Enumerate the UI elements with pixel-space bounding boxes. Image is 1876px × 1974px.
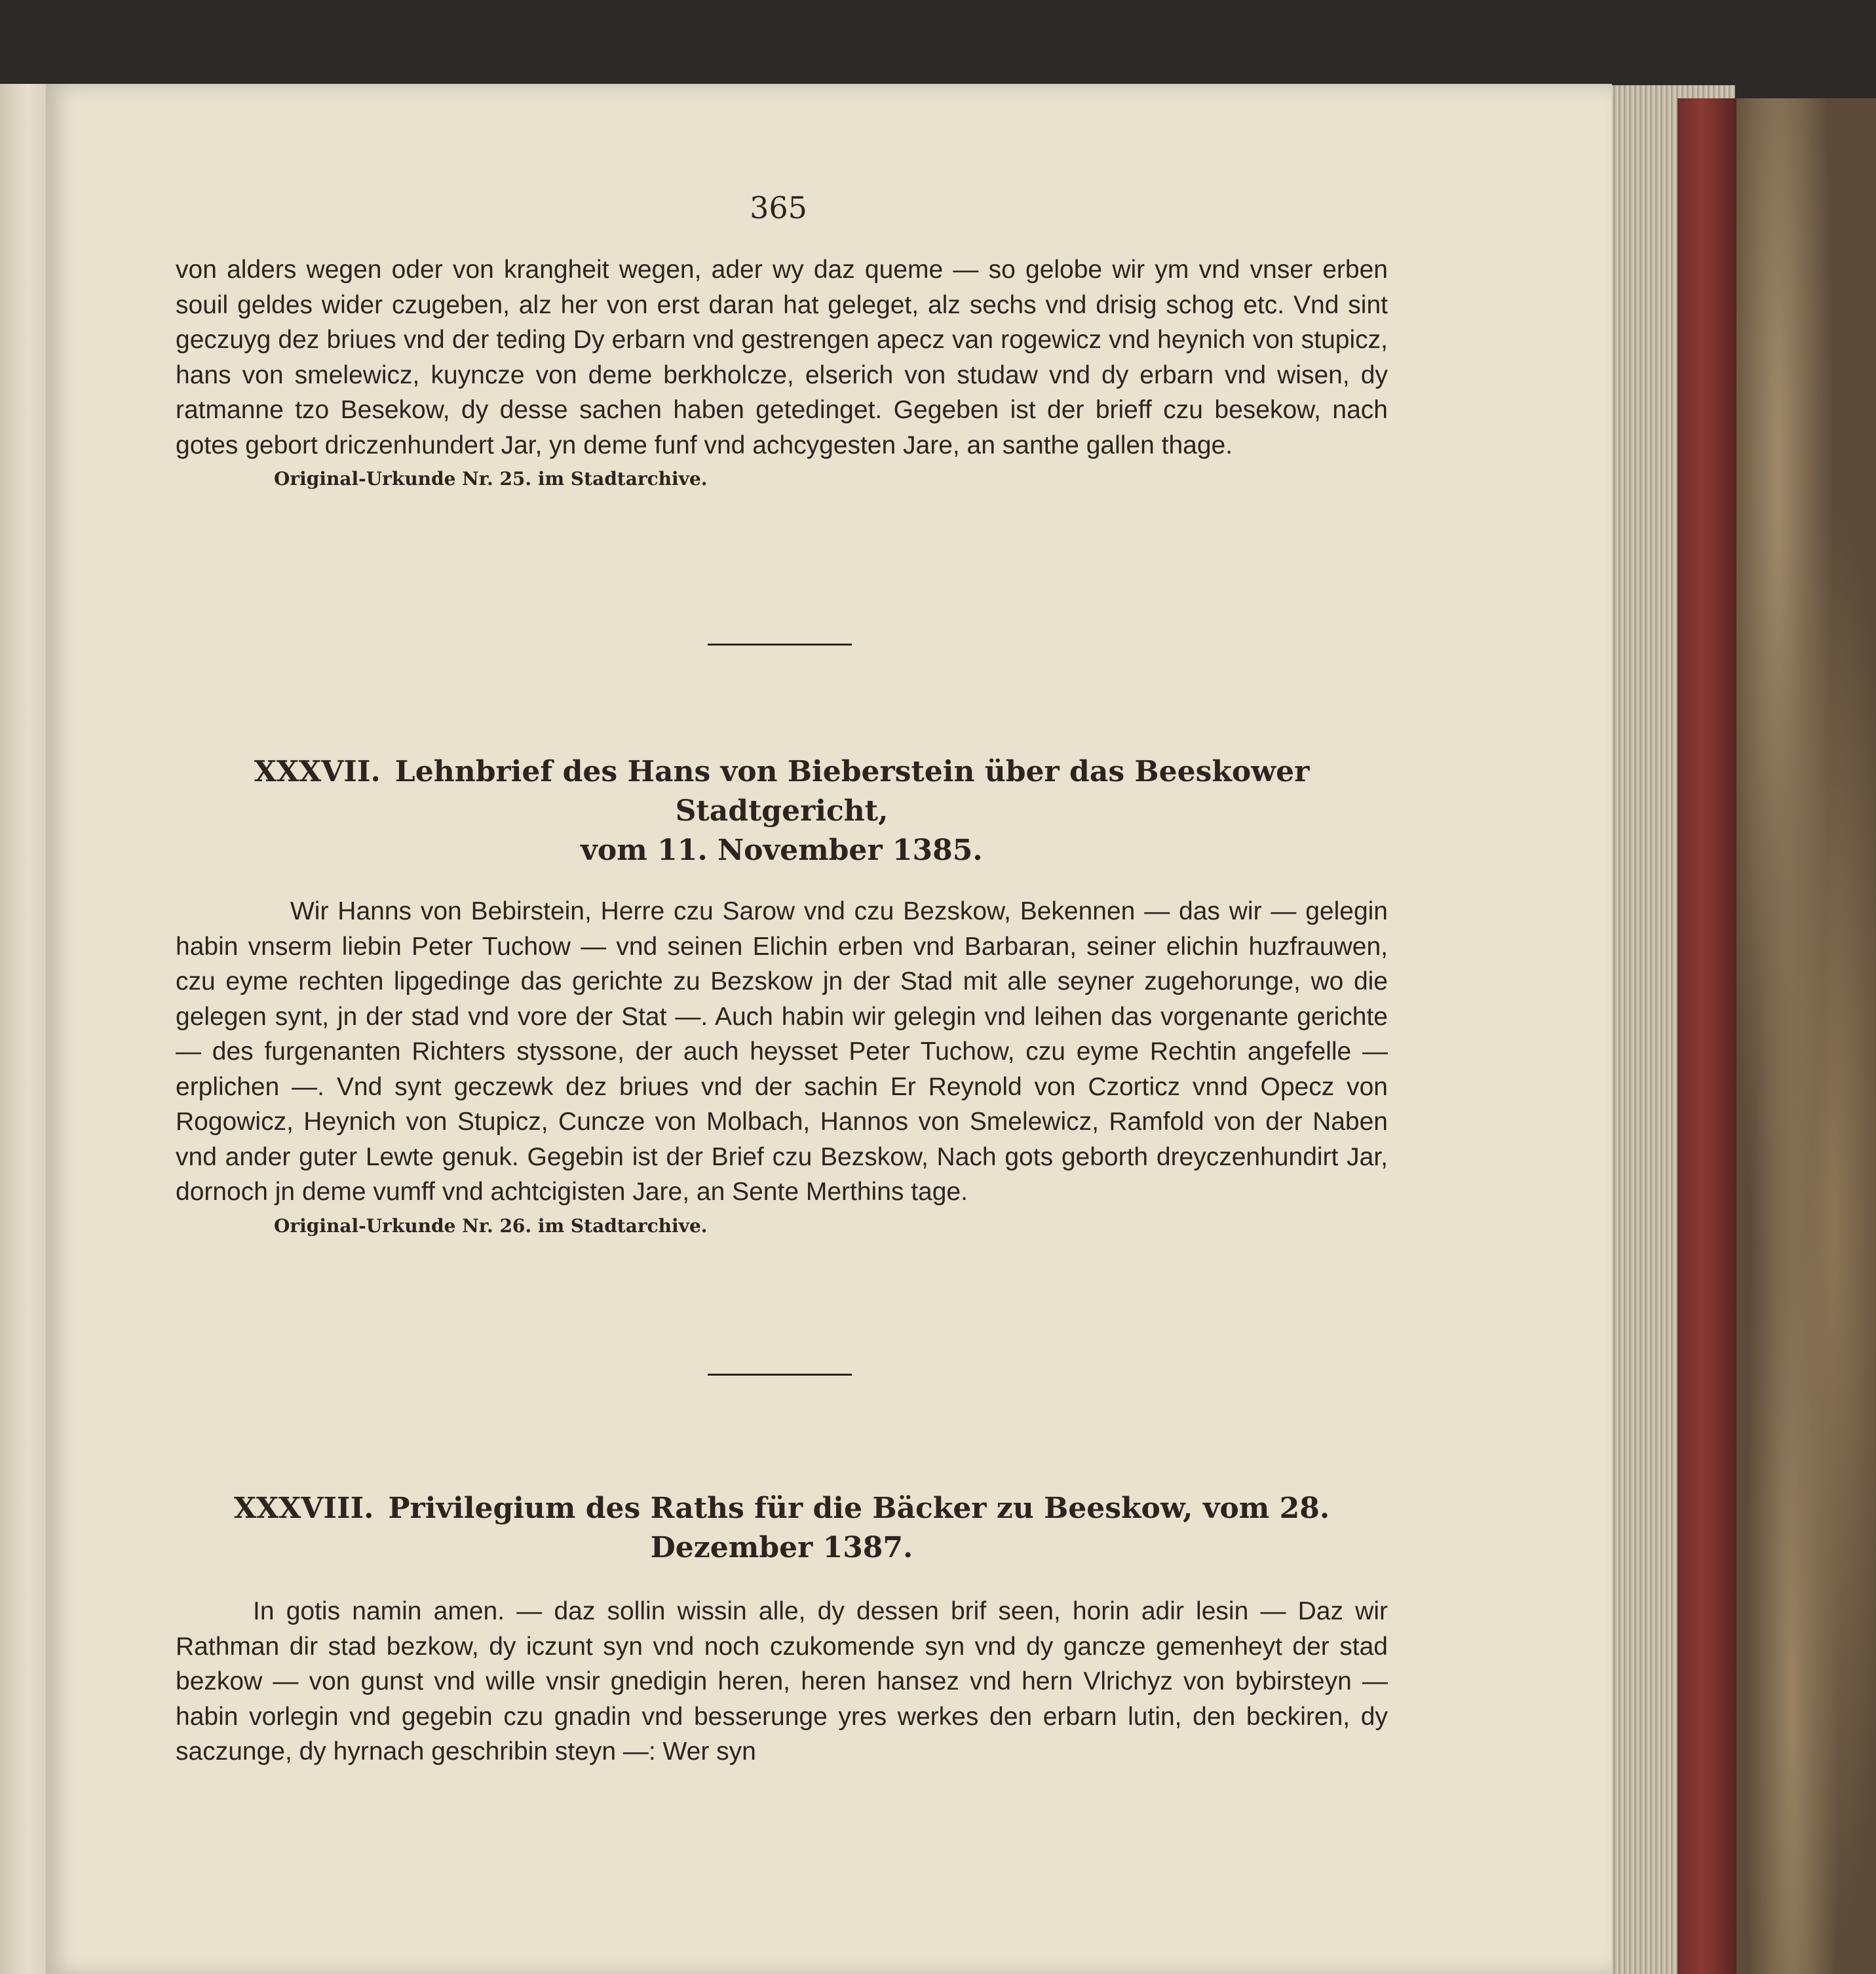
previous-document bbox=[176, 252, 1388, 490]
section-divider bbox=[708, 1374, 852, 1376]
book-binding bbox=[1677, 98, 1736, 1974]
section-divider bbox=[708, 644, 852, 646]
section-xxxvii bbox=[176, 752, 1388, 1237]
section-xxxvii-title-line1: Lehnbrief des Hans von Bieberstein über das Beeskower Stadtgericht, bbox=[394, 755, 1310, 828]
previous-document-source: Original-Urkunde Nr. 25. im Stadtarchive. bbox=[274, 468, 708, 490]
section-xxxvii-source: Original-Urkunde Nr. 26. im Stadtarchive. bbox=[274, 1214, 708, 1237]
left-page-edge bbox=[0, 84, 47, 1974]
section-xxxviii-text bbox=[176, 1594, 1388, 1770]
section-xxxvii-body: Wir Hanns von Bebirstein, Herre czu Sarow vnd czu Bezskow, Bekennen — das wir — gelegin habin vnserm liebin Peter Tuchow — vnd seinen Elichin erben vnd Barbaran, seiner elichin huzfrauwen, czu eyme rechten lipgedinge das gerichte zu Bezskow jn der Stad mit alle seyner zugehorunge, wo die gelegen synt, jn der stad vnd vore der Stat —. Auch habin wir gelegin vnd leihen das vorgenante gerichte — des furgenanten Richters styssone, der auch heysset Peter Tuchow, czu eyme Rechtin angefelle — erplichen —. Vnd synt geczewk dez briues vnd der sachin Er Reynold von Czorticz vnnd Opecz von Rogowicz, Heynich von Stupicz, Cuncze von Molbach, Hannos von Smelewicz, Ramfold von der Naben vnd ander guter Lewte genuk. Gegebin ist der Brief czu Bezskow, Nach gots geborth dreyczenhundirt Jar, dornoch jn deme vumff vnd achtcigisten Jare, an Sente Merthins tage. bbox=[176, 897, 1388, 1206]
section-xxxviii-body: In gotis namin amen. — daz sollin wissin alle, dy dessen brif seen, horin adir lesin — Daz wir Rathman dir stad bezkow, dy iczunt syn vnd noch czukomende syn vnd dy gancze gemenheyt der stad bezkow — von gunst vnd wille vnsir gnedigin heren, heren hansez vnd hern Vlrichyz von bybirsteyn — habin vorlegin vnd gegebin czu gnadin vnd besserunge yres werkes den erbarn lutin, den beckiren, dy saczunge, dy hyrnach geschribin steyn —: Wer syn bbox=[176, 1597, 1388, 1766]
section-xxxviii-heading bbox=[176, 1489, 1388, 1568]
section-xxxviii-title: Privilegium des Raths für die Bäcker zu Beeskow, vom 28. Dezember 1387. bbox=[388, 1492, 1330, 1564]
page-number: 365 bbox=[750, 190, 807, 225]
section-xxxviii bbox=[176, 1489, 1388, 1770]
section-xxxvii-text bbox=[176, 894, 1388, 1210]
section-xxxvii-heading bbox=[176, 752, 1388, 831]
section-xxxvii-title-line2: vom 11. November 1385. bbox=[581, 834, 983, 867]
previous-document-text: von alders wegen oder von krangheit wegen, ader wy daz queme — so gelobe wir ym vnd vnser erben souil geldes wider czugeben, alz her von erst daran hat geleget, alz sechs vnd drisig schog etc. Vnd sint geczuyg dez briues vnd der teding Dy erbarn vnd gestrengen apecz van rogewicz vnd heynich von stupicz, hans von smelewicz, kuyncze von deme berkholcze, elserich von studaw vnd dy erbarn vnd wisen, dy ratmanne tzo Besekow, dy desse sachen haben getedinget. Gegeben ist der brieff czu besekow, nach gotes gebort driczenhundert Jar, yn deme funf vnd achcygesten Jare, an santhe gallen thage. bbox=[176, 256, 1388, 459]
marbled-cover bbox=[1736, 98, 1876, 1974]
section-xxxvii-numeral: XXXVII. bbox=[254, 755, 381, 788]
section-xxxviii-numeral: XXXVIII. bbox=[233, 1492, 374, 1525]
